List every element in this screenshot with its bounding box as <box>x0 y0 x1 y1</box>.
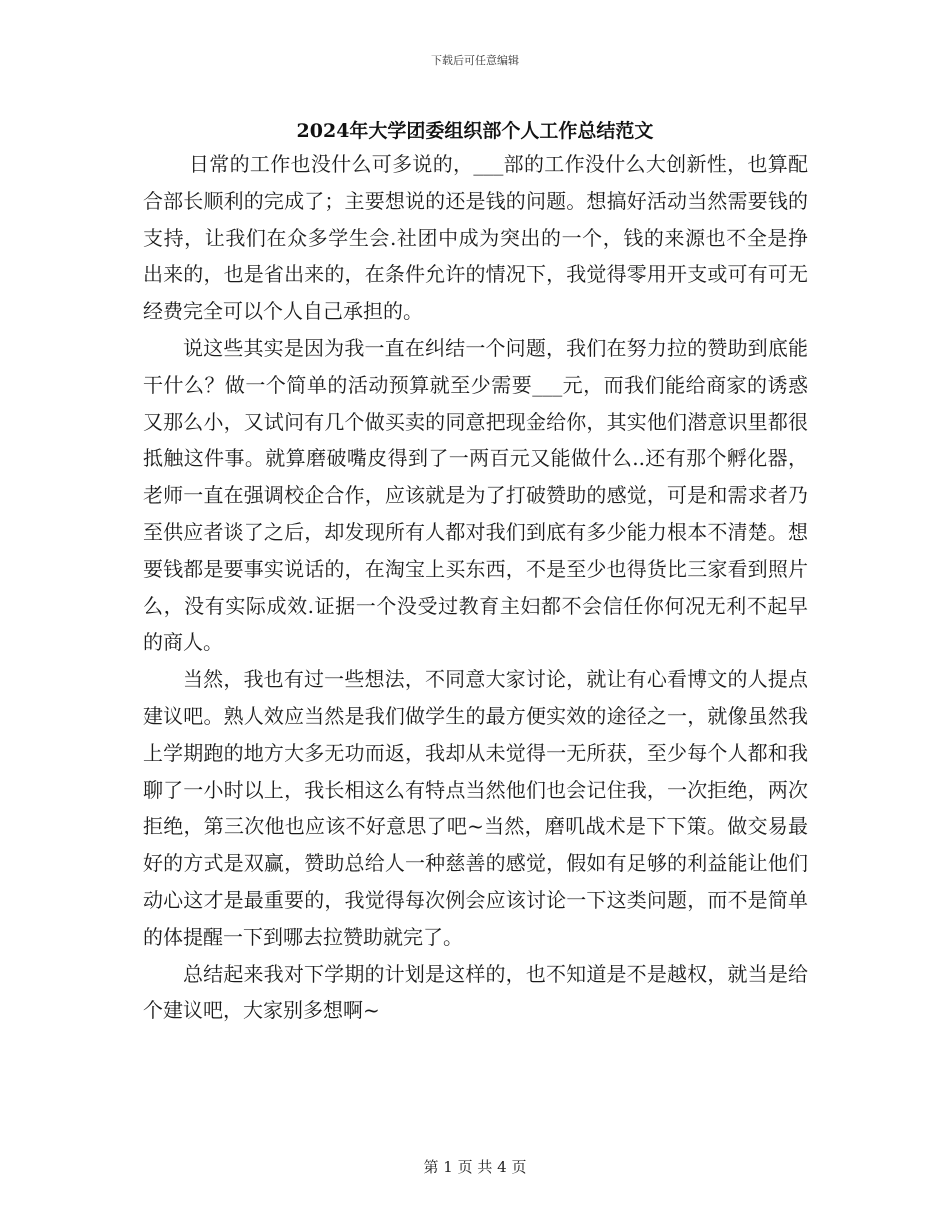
document-body <box>143 146 808 1029</box>
paragraph: 日常的工作也没什么可多说的，___部的工作没什么大创新性，也算配合部长顺利的完成了；主要想说的还是钱的问题。想搞好活动当然需要钱的支持，让我们在众多学生会.社团中成为突出的一个，钱的来源也不全是挣出来的，也是省出来的，在条件允许的情况下，我觉得零用开支或可有可无经费完全可以个人自己承担的。 <box>143 152 808 324</box>
paragraph: 总结起来我对下学期的计划是这样的，也不知道是不是越权，就当是给个建议吧，大家别多想啊~ <box>143 961 808 1023</box>
paragraph: 当然，我也有过一些想法，不同意大家讨论，就让有心看博文的人提点建议吧。熟人效应当然是我们做学生的最方便实效的途径之一，就像虽然我上学期跑的地方大多无功而返，我却从未觉得一无所获，至少每个人都和我聊了一小时以上，我长相这么有特点当然他们也会记住我，一次拒绝，两次拒绝，第三次他也应该不好意思了吧~当然，磨叽战术是下下策。做交易最好的方式是双赢，赞助总给人一种慈善的感觉，假如有足够的利益能让他们动心这才是最重要的，我觉得每次例会应该讨论一下这类问题，而不是简单的体提醒一下到哪去拉赞助就完了。 <box>143 667 808 949</box>
paragraph: 说这些其实是因为我一直在纠结一个问题，我们在努力拉的赞助到底能干什么？做一个简单的活动预算就至少需要___元，而我们能给商家的诱惑又那么小，又试问有几个做买卖的同意把现金给你，其实他们潜意识里都很抵触这件事。就算磨破嘴皮得到了一两百元又能做什么..还有那个孵化器，老师一直在强调校企合作，应该就是为了打破赞助的感觉，可是和需求者乃至供应者谈了之后，却发现所有人都对我们到底有多少能力根本不清楚。想要钱都是要事实说话的，在淘宝上买东西，不是至少也得货比三家看到照片么，没有实际成效.证据一个没受过教育主妇都不会信任你何况无利不起早的商人。 <box>143 335 808 655</box>
document-title: 2024年大学团委组织部个人工作总结范文 <box>296 120 654 142</box>
page-number: 第 1 页 共 4 页 <box>423 1158 527 1176</box>
page-header: 下载后可任意编辑 <box>431 54 519 67</box>
